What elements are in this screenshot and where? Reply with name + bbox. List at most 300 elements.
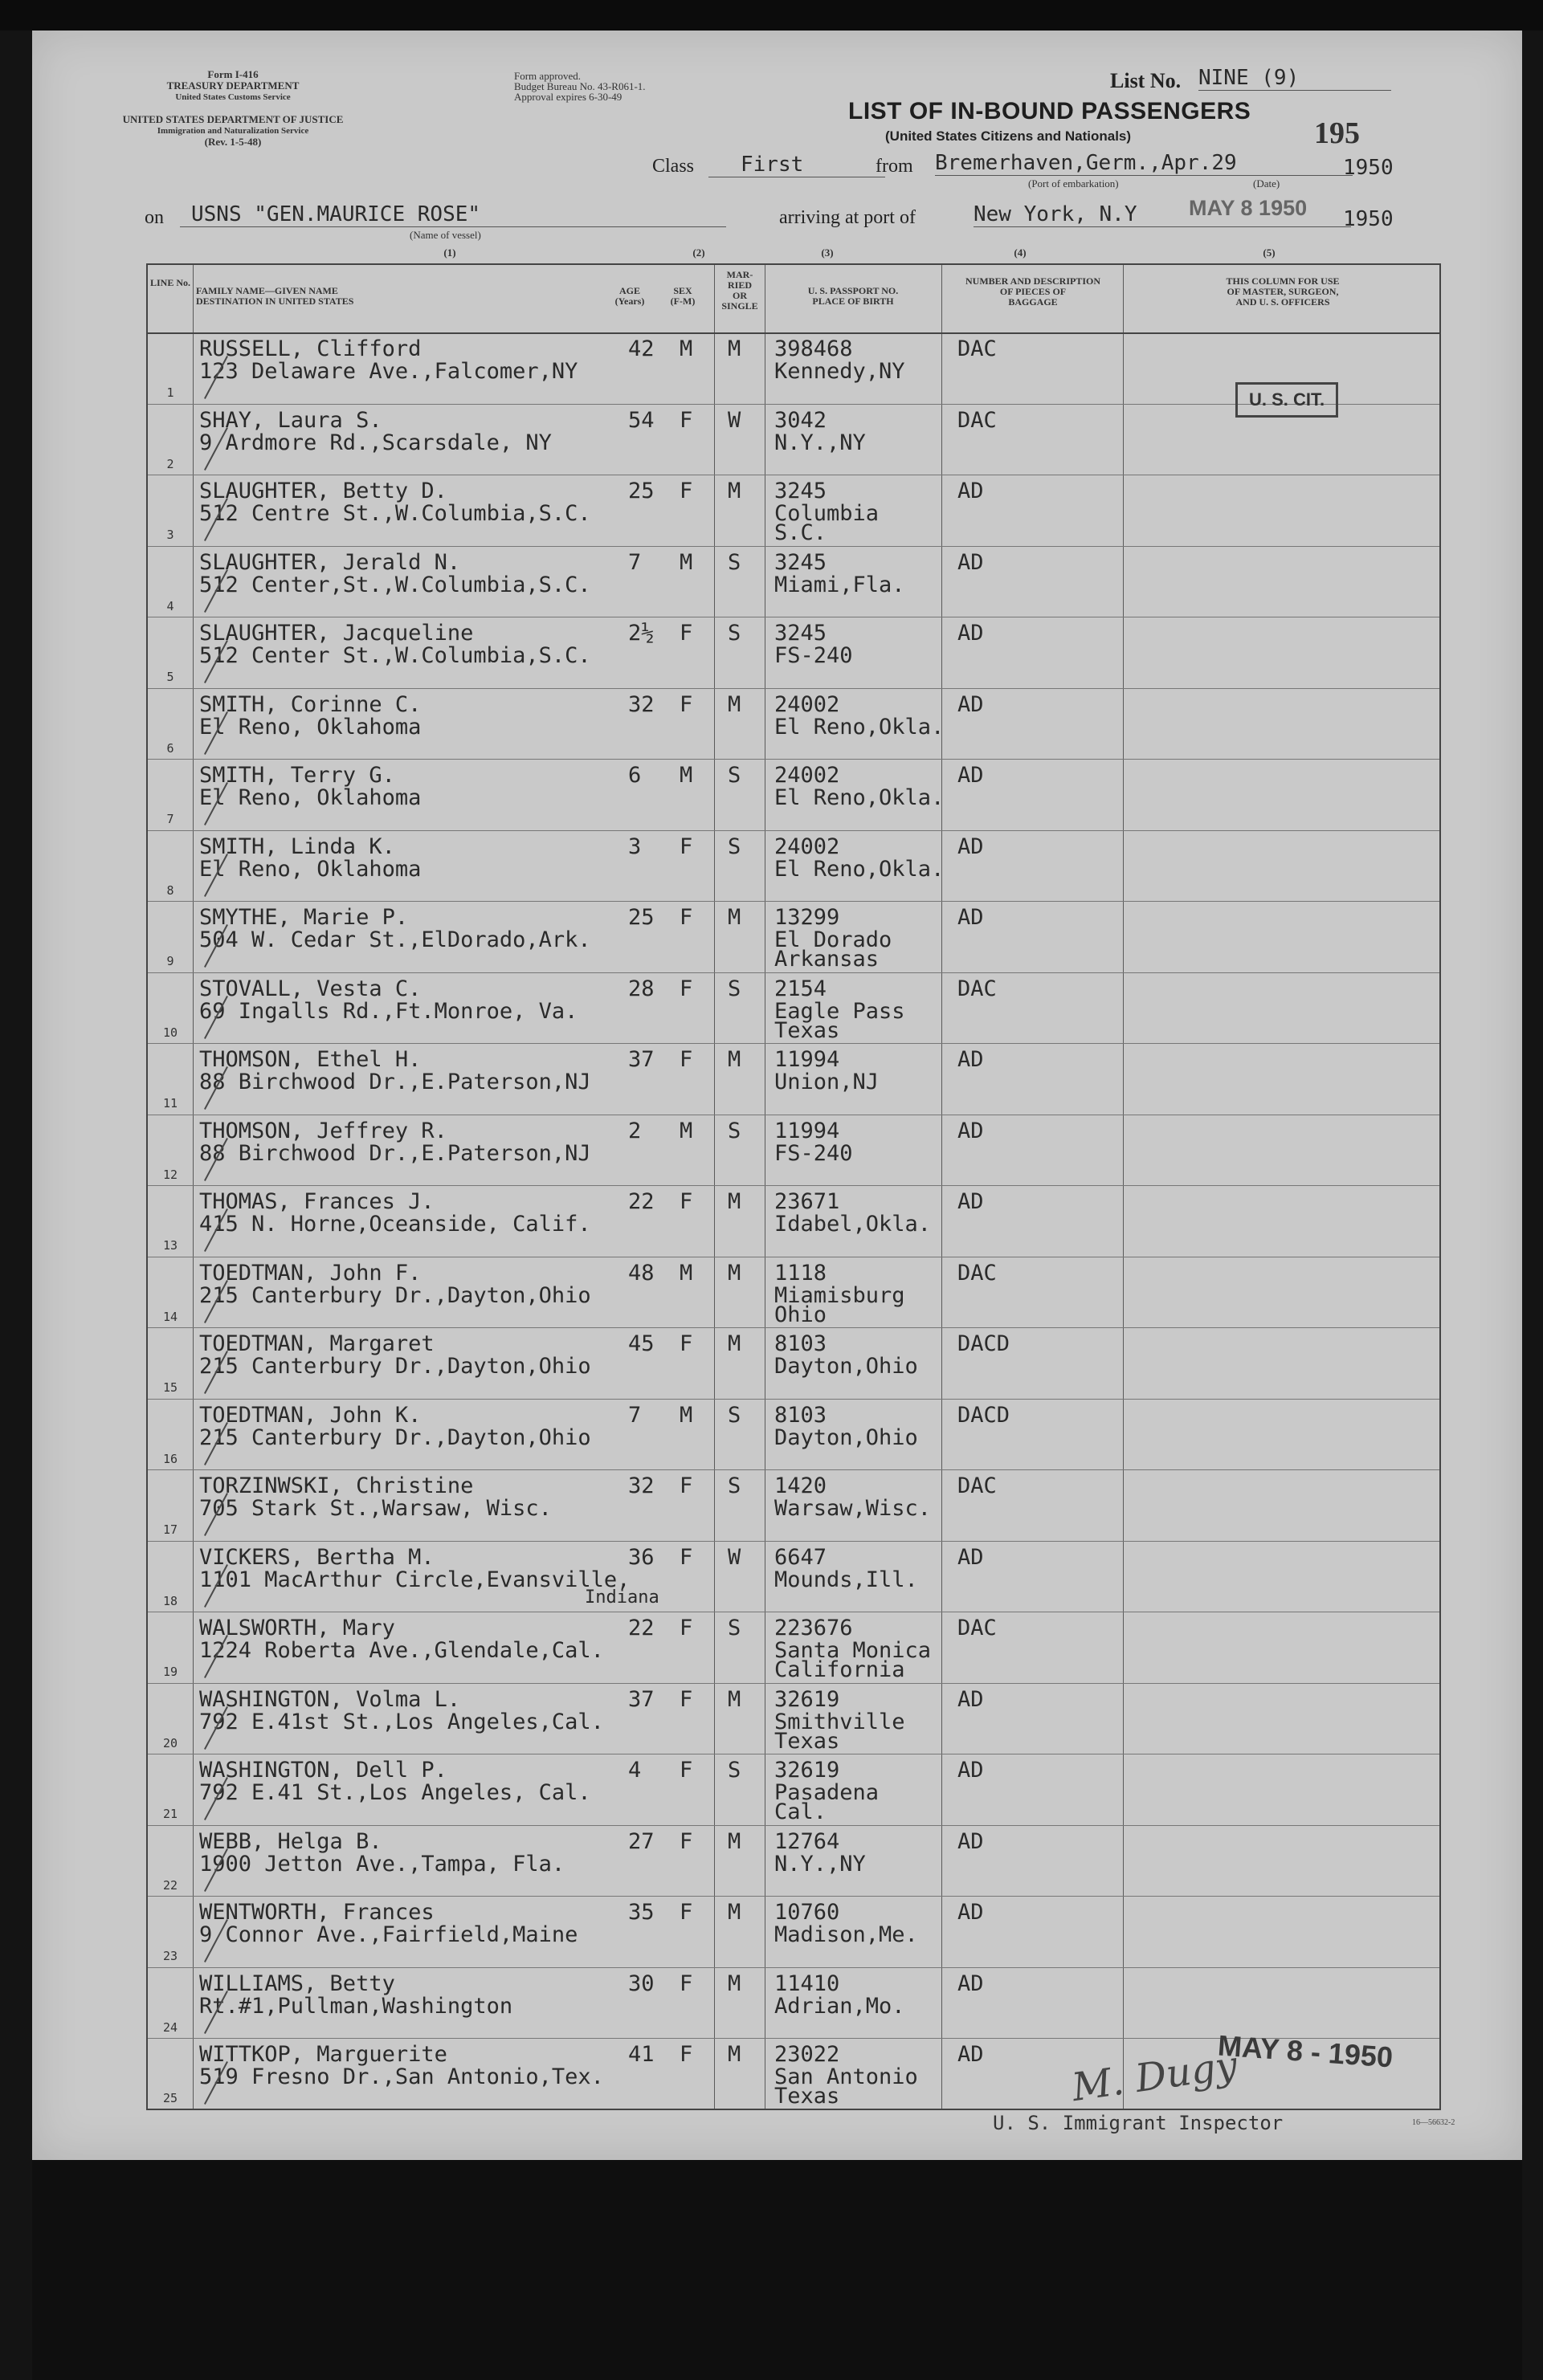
place-of-birth-cont: Texas bbox=[774, 1017, 840, 1043]
passenger-sex: F bbox=[680, 1616, 693, 1640]
passport-number: 11994 bbox=[774, 1047, 840, 1072]
passenger-age: 28 bbox=[628, 976, 655, 1001]
passenger-address: El Reno, Oklahoma bbox=[199, 714, 422, 740]
line-number: 17 bbox=[162, 1522, 178, 1537]
place-of-birth: Kennedy,NY bbox=[774, 359, 905, 384]
line-number: 6 bbox=[166, 740, 174, 756]
place-of-birth: FS-240 bbox=[774, 1140, 853, 1166]
col-number-5: (5) bbox=[1263, 247, 1276, 259]
table-row bbox=[148, 1115, 1439, 1186]
passenger-address: 88 Birchwood Dr.,E.Paterson,NJ bbox=[199, 1070, 591, 1094]
passenger-age: 35 bbox=[628, 1900, 655, 1925]
place-of-birth: Dayton,Ohio bbox=[774, 1424, 918, 1450]
passenger-sex: M bbox=[680, 1118, 693, 1143]
baggage-description: AD bbox=[957, 2042, 984, 2067]
baggage-description: DACD bbox=[957, 1402, 1010, 1428]
table-row bbox=[148, 475, 1439, 546]
passenger-age: 25 bbox=[628, 905, 655, 930]
scan-top-edge bbox=[0, 0, 1543, 31]
passenger-age: 36 bbox=[628, 1544, 655, 1570]
passenger-address: 705 Stark St.,Warsaw, Wisc. bbox=[199, 1496, 552, 1521]
baggage-description: AD bbox=[957, 905, 984, 930]
passenger-marital-status: M bbox=[728, 1260, 741, 1286]
passenger-address: 69 Ingalls Rd.,Ft.Monroe, Va. bbox=[199, 998, 578, 1024]
place-of-birth: Eagle Pass bbox=[774, 998, 905, 1024]
page-subtitle: (United States Citizens and Nationals) bbox=[885, 128, 1132, 144]
passenger-sex: F bbox=[680, 407, 693, 433]
form-code: 16—56632-2 bbox=[1412, 2118, 1455, 2127]
manifest-page bbox=[32, 31, 1522, 2160]
baggage-description: DAC bbox=[957, 336, 997, 361]
line-number: 19 bbox=[162, 1665, 178, 1679]
passenger-marital-status: S bbox=[728, 621, 741, 646]
passenger-address-cont: Indiana bbox=[585, 1587, 659, 1608]
passenger-name: TOEDTMAN, John F. bbox=[199, 1260, 422, 1286]
baggage-description: AD bbox=[957, 763, 984, 788]
passenger-sex: F bbox=[680, 1758, 693, 1783]
passenger-address: 88 Birchwood Dr.,E.Paterson,NJ bbox=[199, 1140, 591, 1166]
passenger-address: 215 Canterbury Dr.,Dayton,Ohio bbox=[199, 1354, 591, 1379]
passenger-age: 54 bbox=[628, 407, 655, 433]
passenger-age: 2½ bbox=[628, 621, 655, 646]
baggage-description: DACD bbox=[957, 1331, 1010, 1356]
passenger-address: 9 Connor Ave.,Fairfield,Maine bbox=[199, 1922, 578, 1947]
passenger-address: 792 E.41 St.,Los Angeles, Cal. bbox=[199, 1780, 591, 1805]
approval-line-3: Approval expires 6-30-49 bbox=[514, 91, 623, 103]
place-of-birth: Miami,Fla. bbox=[774, 572, 905, 597]
passenger-sex: M bbox=[680, 1260, 693, 1286]
passport-number: 1420 bbox=[774, 1473, 827, 1498]
passport-number: 32619 bbox=[774, 1686, 840, 1712]
inspector-signature: M. Dugy bbox=[1069, 2042, 1240, 2111]
passport-number: 1118 bbox=[774, 1260, 827, 1286]
passenger-sex: F bbox=[680, 1544, 693, 1570]
arrival-date-stamp: MAY 8 1950 bbox=[1189, 196, 1308, 220]
table-row bbox=[148, 617, 1439, 688]
baggage-description: AD bbox=[957, 1686, 984, 1712]
passenger-name: WILLIAMS, Betty bbox=[199, 1970, 395, 1996]
header-line-no: LINE No. bbox=[149, 277, 190, 288]
passport-number: 2154 bbox=[774, 976, 827, 1001]
treasury-dept: TREASURY DEPARTMENT bbox=[166, 79, 300, 92]
passenger-age: 41 bbox=[628, 2042, 655, 2067]
place-of-birth: Union,NJ bbox=[774, 1070, 880, 1094]
baggage-description: AD bbox=[957, 549, 984, 575]
passenger-name: SMITH, Terry G. bbox=[199, 763, 395, 788]
place-of-birth: Pasadena bbox=[774, 1780, 880, 1805]
passenger-address: Rt.#1,Pullman,Washington bbox=[199, 1993, 513, 2019]
passenger-address: El Reno, Oklahoma bbox=[199, 856, 422, 882]
passenger-marital-status: M bbox=[728, 479, 741, 503]
passenger-name: WALSWORTH, Mary bbox=[199, 1616, 395, 1640]
passenger-sex: F bbox=[680, 905, 693, 930]
table-row bbox=[148, 546, 1439, 617]
passenger-name: WENTWORTH, Frances bbox=[199, 1900, 435, 1925]
passenger-name: WASHINGTON, Dell P. bbox=[199, 1758, 447, 1783]
col-number-2: (2) bbox=[692, 247, 705, 259]
passenger-age: 7 bbox=[628, 549, 642, 575]
table-row bbox=[148, 1967, 1439, 2039]
passenger-name: STOVALL, Vesta C. bbox=[199, 976, 422, 1001]
baggage-description: AD bbox=[957, 1118, 984, 1143]
place-of-birth: Warsaw,Wisc. bbox=[774, 1496, 932, 1521]
passenger-name: THOMSON, Ethel H. bbox=[199, 1047, 422, 1072]
table-row bbox=[148, 1541, 1439, 1612]
passport-number: 24002 bbox=[774, 691, 840, 717]
line-number: 11 bbox=[162, 1096, 178, 1111]
place-of-birth: San Antonio bbox=[774, 2064, 918, 2089]
passenger-age: 2 bbox=[628, 1118, 642, 1143]
form-id: Form I-416 bbox=[207, 68, 259, 80]
passenger-sex: F bbox=[680, 1900, 693, 1925]
on-label: on bbox=[145, 207, 164, 228]
embarkation-note: (Port of embarkation) bbox=[1028, 177, 1119, 190]
passport-number: 32619 bbox=[774, 1758, 840, 1783]
passenger-address: 215 Canterbury Dr.,Dayton,Ohio bbox=[199, 1282, 591, 1308]
place-of-birth: Madison,Me. bbox=[774, 1922, 918, 1947]
baggage-description: DAC bbox=[957, 1260, 997, 1286]
passenger-address: 415 N. Horne,Oceanside, Calif. bbox=[199, 1212, 591, 1237]
embarkation-year: 1950 bbox=[1343, 156, 1394, 180]
embarkation-value: Bremerhaven,Germ.,Apr.29 bbox=[935, 151, 1353, 176]
header-age: AGE (Years) bbox=[614, 285, 645, 307]
passenger-marital-status: S bbox=[728, 1473, 741, 1498]
table-row bbox=[148, 1825, 1439, 1897]
passenger-name: WITTKOP, Marguerite bbox=[199, 2042, 447, 2067]
list-no-label: List No. bbox=[1110, 69, 1182, 92]
baggage-description: AD bbox=[957, 621, 984, 646]
passenger-marital-status: M bbox=[728, 2042, 741, 2067]
passenger-sex: F bbox=[680, 1047, 693, 1072]
passport-number: 3245 bbox=[774, 479, 827, 503]
passenger-address: 512 Center St.,W.Columbia,S.C. bbox=[199, 643, 591, 668]
passenger-sex: F bbox=[680, 1686, 693, 1712]
passport-number: 10760 bbox=[774, 1900, 840, 1925]
passenger-table bbox=[146, 263, 1441, 2110]
passenger-name: THOMSON, Jeffrey R. bbox=[199, 1118, 447, 1143]
passenger-address: 512 Center,St.,W.Columbia,S.C. bbox=[199, 572, 591, 597]
place-of-birth-cont: S.C. bbox=[774, 520, 827, 545]
line-number: 16 bbox=[162, 1451, 178, 1466]
passenger-sex: F bbox=[680, 479, 693, 503]
justice-dept: UNITED STATES DEPARTMENT OF JUSTICE bbox=[122, 113, 344, 125]
place-of-birth: Idabel,Okla. bbox=[774, 1212, 932, 1237]
passenger-name: SMITH, Corinne C. bbox=[199, 691, 422, 717]
baggage-description: DAC bbox=[957, 1616, 997, 1640]
baggage-description: AD bbox=[957, 833, 984, 859]
passport-number: 24002 bbox=[774, 833, 840, 859]
passenger-age: 37 bbox=[628, 1686, 655, 1712]
passenger-marital-status: S bbox=[728, 549, 741, 575]
line-number: 4 bbox=[166, 598, 174, 613]
line-number: 24 bbox=[162, 2019, 178, 2035]
line-number: 2 bbox=[166, 456, 174, 471]
table-row bbox=[148, 1469, 1439, 1541]
passenger-sex: F bbox=[680, 691, 693, 717]
line-number: 9 bbox=[166, 954, 174, 968]
passenger-address: 1224 Roberta Ave.,Glendale,Cal. bbox=[199, 1638, 604, 1663]
passenger-marital-status: S bbox=[728, 1402, 741, 1428]
passenger-marital-status: M bbox=[728, 1686, 741, 1712]
passenger-marital-status: S bbox=[728, 1616, 741, 1640]
passenger-marital-status: S bbox=[728, 976, 741, 1001]
passport-number: 24002 bbox=[774, 763, 840, 788]
table-row bbox=[148, 901, 1439, 972]
place-of-birth-cont: Arkansas bbox=[774, 947, 880, 972]
baggage-description: AD bbox=[957, 1758, 984, 1783]
passenger-marital-status: M bbox=[728, 1047, 741, 1072]
passport-number: 398468 bbox=[774, 336, 853, 361]
place-of-birth: Smithville bbox=[774, 1709, 905, 1734]
line-number: 5 bbox=[166, 670, 174, 684]
baggage-description: AD bbox=[957, 1544, 984, 1570]
passenger-sex: F bbox=[680, 1331, 693, 1356]
table-row bbox=[148, 1683, 1439, 1754]
baggage-description: AD bbox=[957, 1047, 984, 1072]
baggage-description: DAC bbox=[957, 1473, 997, 1498]
header-passport: U. S. PASSPORT NO. PLACE OF BIRTH bbox=[807, 285, 899, 307]
passenger-age: 25 bbox=[628, 479, 655, 503]
place-of-birth: Santa Monica bbox=[774, 1638, 932, 1663]
passport-number: 6647 bbox=[774, 1544, 827, 1570]
baggage-description: AD bbox=[957, 1970, 984, 1996]
col-number-3: (3) bbox=[821, 247, 834, 259]
passport-number: 13299 bbox=[774, 905, 840, 930]
passenger-sex: F bbox=[680, 2042, 693, 2067]
passenger-age: 7 bbox=[628, 1402, 642, 1428]
passenger-address: 792 E.41st St.,Los Angeles,Cal. bbox=[199, 1709, 604, 1734]
passenger-age: 22 bbox=[628, 1616, 655, 1640]
page-title: LIST OF IN-BOUND PASSENGERS bbox=[848, 98, 1251, 124]
approval-line-1: Form approved. bbox=[514, 70, 582, 82]
table-row bbox=[148, 830, 1439, 902]
place-of-birth-cont: California bbox=[774, 1657, 905, 1682]
passport-number: 8103 bbox=[774, 1402, 827, 1428]
header-officers: THIS COLUMN FOR USE OF MASTER, SURGEON, AND U. S. OFFICERS bbox=[1226, 275, 1340, 308]
passenger-age: 48 bbox=[628, 1260, 655, 1286]
baggage-description: AD bbox=[957, 691, 984, 717]
place-of-birth: Mounds,Ill. bbox=[774, 1567, 918, 1592]
passenger-sex: M bbox=[680, 549, 693, 575]
passenger-marital-status: M bbox=[728, 1331, 741, 1356]
place-of-birth: Miamisburg bbox=[774, 1282, 905, 1308]
line-number: 15 bbox=[162, 1380, 178, 1395]
passenger-sex: M bbox=[680, 1402, 693, 1428]
table-row bbox=[148, 1043, 1439, 1115]
passenger-age: 32 bbox=[628, 1473, 655, 1498]
line-number: 8 bbox=[166, 882, 174, 898]
passport-number: 8103 bbox=[774, 1331, 827, 1356]
passport-number: 11994 bbox=[774, 1118, 840, 1143]
table-row bbox=[148, 1612, 1439, 1683]
header-married: MAR- RIED OR SINGLE bbox=[721, 269, 758, 312]
place-of-birth: El Reno,Okla. bbox=[774, 856, 945, 882]
passenger-sex: F bbox=[680, 621, 693, 646]
line-number: 13 bbox=[162, 1238, 178, 1253]
ins-service: Immigration and Naturalization Service bbox=[157, 126, 309, 136]
passenger-age: 30 bbox=[628, 1970, 655, 1996]
passenger-name: THOMAS, Frances J. bbox=[199, 1189, 435, 1214]
col-number-1: (1) bbox=[443, 247, 456, 259]
place-of-birth: Columbia bbox=[774, 501, 880, 526]
customs-service: United States Customs Service bbox=[175, 92, 291, 102]
baggage-description: AD bbox=[957, 1828, 984, 1854]
place-of-birth: FS-240 bbox=[774, 643, 853, 668]
passenger-name: SMYTHE, Marie P. bbox=[199, 905, 409, 930]
baggage-description: DAC bbox=[957, 976, 997, 1001]
vessel-note: (Name of vessel) bbox=[410, 229, 481, 241]
arrival-port: New York, N.Y bbox=[974, 202, 1351, 227]
place-of-birth-cont: Texas bbox=[774, 1728, 840, 1754]
arriving-label: arriving at port of bbox=[779, 207, 916, 228]
passenger-address: 1900 Jetton Ave.,Tampa, Fla. bbox=[199, 1851, 565, 1877]
header-name: FAMILY NAME—GIVEN NAME DESTINATION IN UNITED STATES bbox=[196, 285, 354, 307]
table-row bbox=[148, 972, 1439, 1044]
table-row bbox=[148, 759, 1439, 830]
passenger-age: 37 bbox=[628, 1047, 655, 1072]
place-of-birth-cont: Texas bbox=[774, 2084, 840, 2109]
line-number: 7 bbox=[166, 812, 174, 826]
passenger-sex: F bbox=[680, 1473, 693, 1498]
baggage-description: AD bbox=[957, 1189, 984, 1214]
us-citizen-stamp: U. S. CIT. bbox=[1235, 382, 1338, 418]
passenger-age: 6 bbox=[628, 763, 642, 788]
table-row bbox=[148, 1896, 1439, 1967]
passenger-name: SLAUGHTER, Jacqueline bbox=[199, 621, 474, 646]
passenger-marital-status: M bbox=[728, 1900, 741, 1925]
passenger-age: 32 bbox=[628, 691, 655, 717]
passenger-marital-status: W bbox=[728, 407, 741, 433]
passenger-sex: F bbox=[680, 1828, 693, 1854]
passport-number: 23671 bbox=[774, 1189, 840, 1214]
line-number: 12 bbox=[162, 1167, 178, 1182]
passport-number: 23022 bbox=[774, 2042, 840, 2067]
passenger-name: SHAY, Laura S. bbox=[199, 407, 382, 433]
place-of-birth: N.Y.,NY bbox=[774, 430, 866, 455]
place-of-birth: Dayton,Ohio bbox=[774, 1354, 918, 1379]
inspector-line: U. S. Immigrant Inspector bbox=[993, 2112, 1284, 2134]
passenger-sex: F bbox=[680, 1189, 693, 1214]
passenger-name: RUSSELL, Clifford bbox=[199, 336, 422, 361]
passenger-address: 215 Canterbury Dr.,Dayton,Ohio bbox=[199, 1424, 591, 1450]
passenger-name: WEBB, Helga B. bbox=[199, 1828, 382, 1854]
passenger-sex: F bbox=[680, 976, 693, 1001]
header-baggage: NUMBER AND DESCRIPTION OF PIECES OF BAGGAGE bbox=[965, 275, 1101, 308]
passport-number: 11410 bbox=[774, 1970, 840, 1996]
from-label: from bbox=[876, 156, 913, 177]
line-number: 14 bbox=[162, 1309, 178, 1324]
passenger-marital-status: S bbox=[728, 833, 741, 859]
passenger-name: TOEDTMAN, John K. bbox=[199, 1402, 422, 1428]
line-number: 20 bbox=[162, 1735, 178, 1750]
place-of-birth: El Reno,Okla. bbox=[774, 714, 945, 740]
passenger-address: 9 Ardmore Rd.,Scarsdale, NY bbox=[199, 430, 552, 455]
passenger-sex: F bbox=[680, 833, 693, 859]
passenger-name: SLAUGHTER, Betty D. bbox=[199, 479, 447, 503]
passenger-marital-status: M bbox=[728, 691, 741, 717]
passport-number: 3042 bbox=[774, 407, 827, 433]
passenger-name: TOEDTMAN, Margaret bbox=[199, 1331, 435, 1356]
baggage-description: AD bbox=[957, 1900, 984, 1925]
table-row bbox=[148, 1399, 1439, 1470]
passenger-name: SMITH, Linda K. bbox=[199, 833, 395, 859]
place-of-birth-cont: Ohio bbox=[774, 1302, 827, 1327]
date-note: (Date) bbox=[1253, 177, 1280, 190]
line-number: 23 bbox=[162, 1949, 178, 1963]
place-of-birth: N.Y.,NY bbox=[774, 1851, 866, 1877]
vessel-name: USNS "GEN.MAURICE ROSE" bbox=[180, 202, 726, 227]
table-row bbox=[148, 1327, 1439, 1399]
passenger-marital-status: M bbox=[728, 1828, 741, 1854]
passenger-address: El Reno, Oklahoma bbox=[199, 785, 422, 810]
line-number: 1 bbox=[166, 385, 174, 400]
passenger-address: 1101 MacArthur Circle,Evansville, bbox=[199, 1567, 631, 1592]
list-no-value: NINE (9) bbox=[1198, 66, 1391, 91]
table-row bbox=[148, 688, 1439, 760]
passenger-marital-status: M bbox=[728, 905, 741, 930]
class-label: Class bbox=[652, 156, 695, 177]
line-number: 10 bbox=[162, 1025, 178, 1040]
passenger-age: 4 bbox=[628, 1758, 642, 1783]
passenger-marital-status: M bbox=[728, 336, 741, 361]
passenger-age: 22 bbox=[628, 1189, 655, 1214]
passenger-address: 123 Delaware Ave.,Falcomer,NY bbox=[199, 359, 578, 384]
passenger-age: 42 bbox=[628, 336, 655, 361]
passenger-age: 27 bbox=[628, 1828, 655, 1854]
class-value: First bbox=[708, 153, 885, 177]
baggage-description: DAC bbox=[957, 407, 997, 433]
scan-bottom-edge bbox=[32, 2160, 1522, 2380]
place-of-birth: Adrian,Mo. bbox=[774, 1993, 905, 2019]
col-number-4: (4) bbox=[1014, 247, 1027, 259]
table-row bbox=[148, 1754, 1439, 1825]
form-revision: (Rev. 1-5-48) bbox=[204, 136, 262, 148]
passenger-sex: F bbox=[680, 1970, 693, 1996]
page-number: 195 bbox=[1314, 116, 1360, 150]
passenger-sex: M bbox=[680, 336, 693, 361]
header-sex: SEX (F-M) bbox=[670, 285, 696, 307]
line-number: 21 bbox=[162, 1807, 178, 1821]
passenger-age: 3 bbox=[628, 833, 642, 859]
passport-number: 223676 bbox=[774, 1616, 853, 1640]
place-of-birth-cont: Cal. bbox=[774, 1799, 827, 1824]
passport-number: 12764 bbox=[774, 1828, 840, 1854]
passenger-marital-status: M bbox=[728, 1970, 741, 1996]
passenger-name: TORZINWSKI, Christine bbox=[199, 1473, 474, 1498]
passenger-age: 45 bbox=[628, 1331, 655, 1356]
passenger-name: SLAUGHTER, Jerald N. bbox=[199, 549, 461, 575]
approval-line-2: Budget Bureau No. 43-R061-1. bbox=[514, 80, 646, 92]
place-of-birth: El Reno,Okla. bbox=[774, 785, 945, 810]
passenger-marital-status: S bbox=[728, 1118, 741, 1143]
arrival-year: 1950 bbox=[1343, 207, 1394, 231]
passenger-address: 519 Fresno Dr.,San Antonio,Tex. bbox=[199, 2064, 604, 2089]
passenger-marital-status: M bbox=[728, 1189, 741, 1214]
passenger-address: 504 W. Cedar St.,ElDorado,Ark. bbox=[199, 927, 591, 952]
passenger-marital-status: W bbox=[728, 1544, 741, 1570]
passport-number: 3245 bbox=[774, 621, 827, 646]
line-number: 22 bbox=[162, 1877, 178, 1893]
line-number: 18 bbox=[162, 1593, 178, 1608]
passenger-marital-status: S bbox=[728, 763, 741, 788]
table-row bbox=[148, 1185, 1439, 1257]
passenger-name: VICKERS, Bertha M. bbox=[199, 1544, 435, 1570]
line-number: 25 bbox=[162, 2091, 178, 2105]
passport-number: 3245 bbox=[774, 549, 827, 575]
place-of-birth: El Dorado bbox=[774, 927, 892, 952]
date-stamp: MAY 8 - 1950 bbox=[1216, 2028, 1394, 2074]
passenger-marital-status: S bbox=[728, 1758, 741, 1783]
